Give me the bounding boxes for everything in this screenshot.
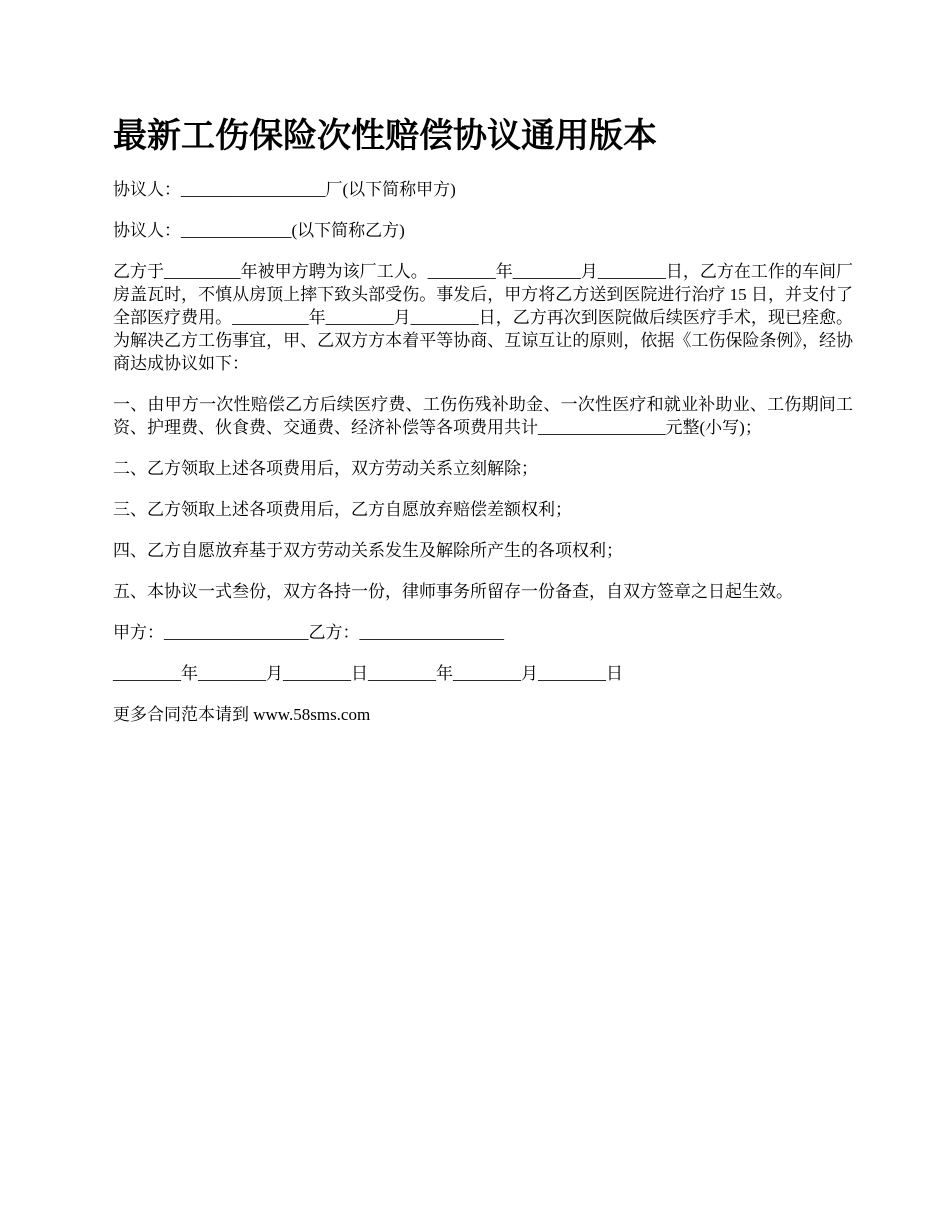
clause-2: 二、乙方领取上述各项费用后，双方劳动关系立刻解除； — [113, 459, 538, 478]
signature-line: 甲方：_________________乙方：_________________ — [113, 623, 504, 642]
intro-paragraph: 乙方于_________年被甲方聘为该厂工人。________年________月________日，乙方在工作的车间厂房盖瓦时，不慎从房顶上摔下致头部受伤。事发后，甲方将乙方送到医院进行治疗 15 日，并支付了全部医疗费用。_________年________月________日，乙方再次到医院做后续医疗手术，现已痊愈。为解决乙方工伤事宜，甲、乙双方方本着平等协商、互谅互让的原则，依据《工伤保险条例》，经协商达成协议如下： — [113, 262, 853, 373]
document-page — [113, 112, 853, 744]
clause-5: 五、本协议一式叁份，双方各持一份，律师事务所留存一份备查，自双方签章之日起生效。 — [113, 582, 793, 601]
clause-3: 三、乙方领取上述各项费用后，乙方自愿放弃赔偿差额权利； — [113, 500, 572, 519]
party-b-line: 协议人：_____________(以下简称乙方) — [113, 221, 405, 240]
date-line: ________年________月________日________年________月________日 — [113, 664, 623, 683]
party-a-line: 协议人：_________________厂(以下简称甲方) — [113, 180, 456, 199]
footer-note: 更多合同范本请到 www.58sms.com — [113, 705, 371, 724]
clause-1: 一、由甲方一次性赔偿乙方后续医疗费、工伤伤残补助金、一次性医疗和就业补助业、工伤期间工资、护理费、伙食费、交通费、经济补偿等各项费用共计_______________元整(小写)； — [113, 395, 853, 437]
document-title: 最新工伤保险次性赔偿协议通用版本 — [113, 116, 657, 156]
clause-4: 四、乙方自愿放弃基于双方劳动关系发生及解除所产生的各项权利； — [113, 541, 623, 560]
